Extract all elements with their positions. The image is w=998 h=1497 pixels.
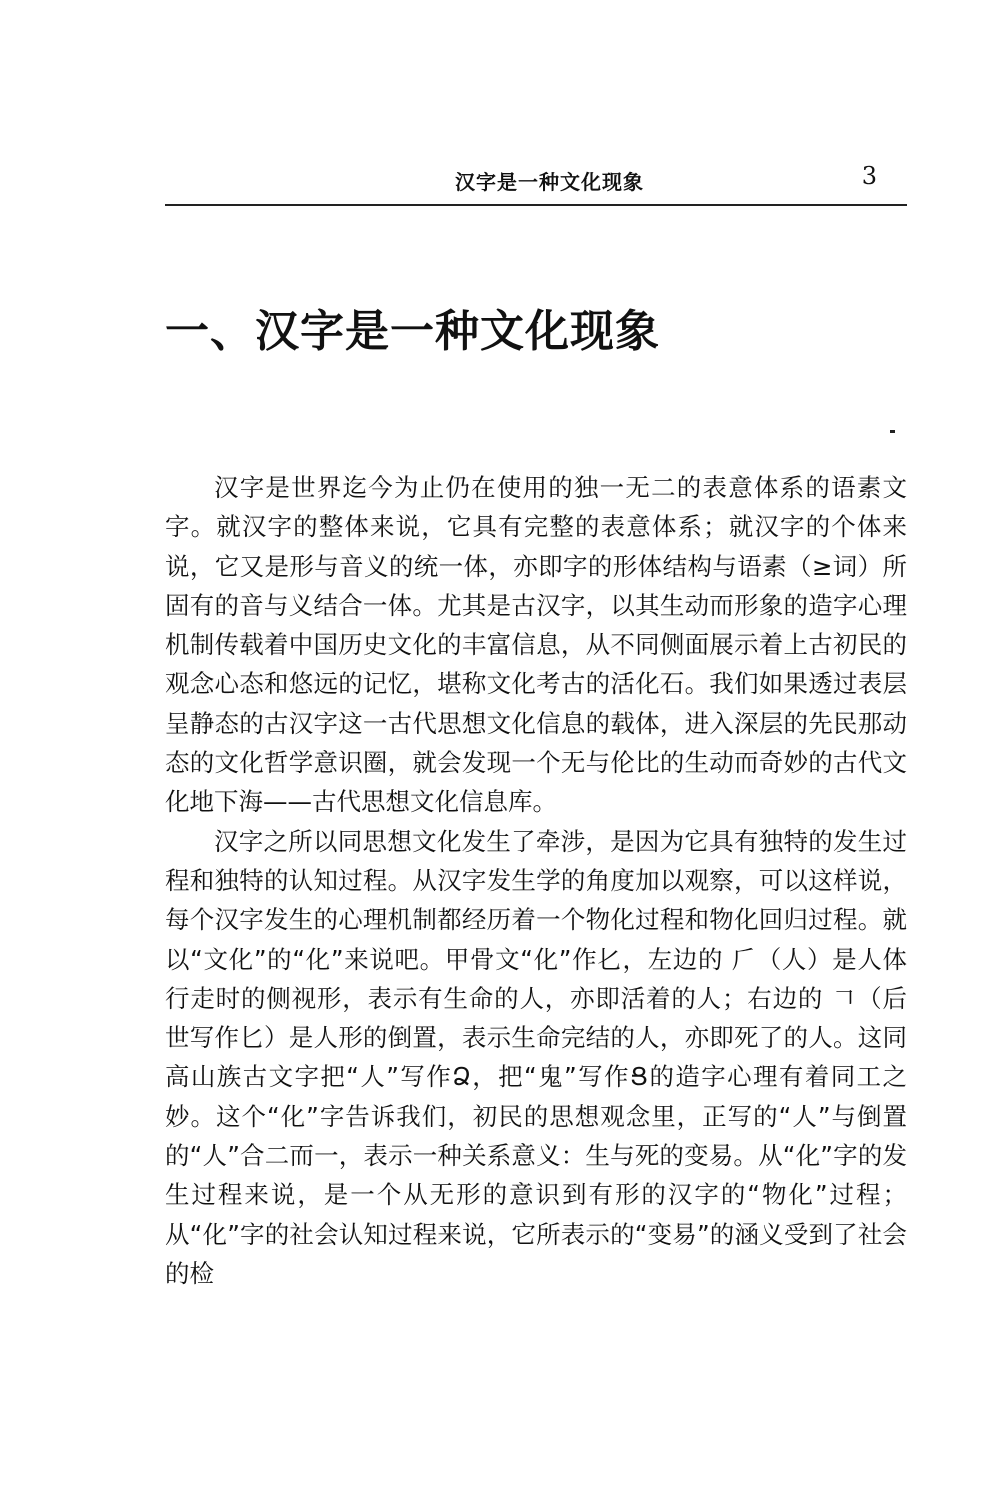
paragraph-1: 汉字是世界迄今为止仍在使用的独一无二的表意体系的语素文字。就汉字的整体来说，它具有完整的表意体系；就汉字的个体来说，它又是形与音义的统一体，亦即字的形体结构与语素（≥词）所固有的音与义结合一体。尤其是古汉字，以其生动而形象的造字心理机制传载着中国历史文化的丰富信息，从不同侧面展示着上古初民的观念心态和悠远的记忆，堪称文化考古的活化石。我们如果透过表层呈静态的古汉字这一古代思想文化信息的载体，进入深层的先民那动态的文化哲学意识圈，就会发现一个无与伦比的生动而奇妙的古代文化地下海——古代思想文化信息库。: [165, 473, 907, 817]
page-number: 3: [861, 162, 877, 190]
running-title: 汉字是一种文化现象: [455, 170, 644, 194]
running-header: [165, 160, 907, 206]
body-text: [165, 468, 907, 1293]
section-title: 一、汉字是一种文化现象: [165, 306, 660, 357]
paragraph-2: 汉字之所以同思想文化发生了牵涉，是因为它具有独特的发生过程和独特的认知过程。从汉字发生学的角度加以观察，可以这样说，每个汉字发生的心理机制都经历着一个物化过程和物化回归过程。就以“文化”的“化”来说吧。甲骨文“化”作𠤎，左边的 𠂆（人）是人体行走时的侧视形，表示有生命的人，亦即活着的人；右边的 𠃍（后世写作匕）是人形的倒置，表示生命完结的人，亦即死了的人。这同高山族古文字把“人”写作Ձ，把“鬼”写作Ց的造字心理有着同工之妙。这个“化”字告诉我们，初民的思想观念里，正写的“人”与倒置的“人”合二而一，表示一种关系意义：生与死的变易。从“化”字的发生过程来说，是一个从无形的意识到有形的汉字的“物化”过程；从“化”字的社会认知过程来说，它所表示的“变易”的涵义受到了社会的检: [165, 826, 907, 1288]
ink-speck: [890, 430, 895, 433]
